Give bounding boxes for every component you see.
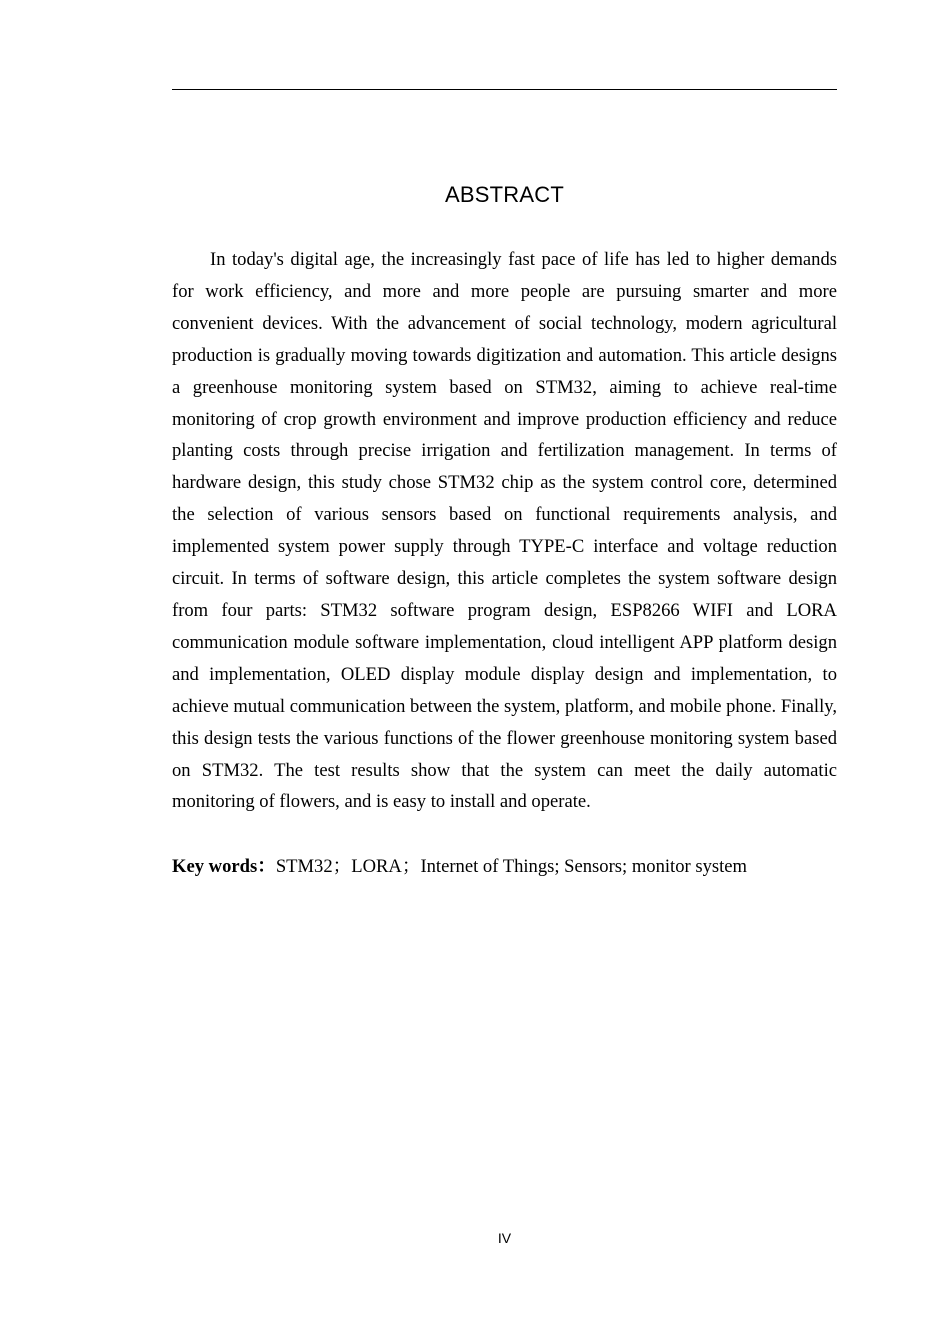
keywords-label: Key words： [172,856,276,877]
page-number: IV [497,1230,512,1246]
keywords-line [172,851,837,883]
abstract-body: In today's digital age, the increasingly fast pace of life has led to higher demands for work efficiency, and more and more people are pursuing smarter and more convenient devices. With the advancement of social technology, modern agricultural production is gradually moving towards digitization and automation. This article designs a greenhouse monitoring system based on STM32, aiming to achieve real-time monitoring of crop growth environment and improve production efficiency and reduce planting costs through precise irrigation and fertilization management. In terms of hardware design, this study chose STM32 chip as the system control core, determined the selection of various sensors based on functional requirements analysis, and implemented system power supply through TYPE-C interface and voltage reduction circuit. In terms of software design, this article completes the system software design from four parts: STM32 software program design, ESP8266 WIFI and LORA communication module software implementation, cloud intelligent APP platform design and implementation, OLED display module display design and implementation, to achieve mutual communication between the system, platform, and mobile phone. Finally, this design tests the various functions of the flower greenhouse monitoring system based on STM32. The test results show that the system can meet the daily automatic monitoring of flowers, and is easy to install and operate. [172,249,837,813]
keywords-value: STM32；LORA；Internet of Things; Sensors; monitor system [275,856,748,877]
abstract-title: ABSTRACT [445,182,564,207]
header-rule [172,89,837,90]
